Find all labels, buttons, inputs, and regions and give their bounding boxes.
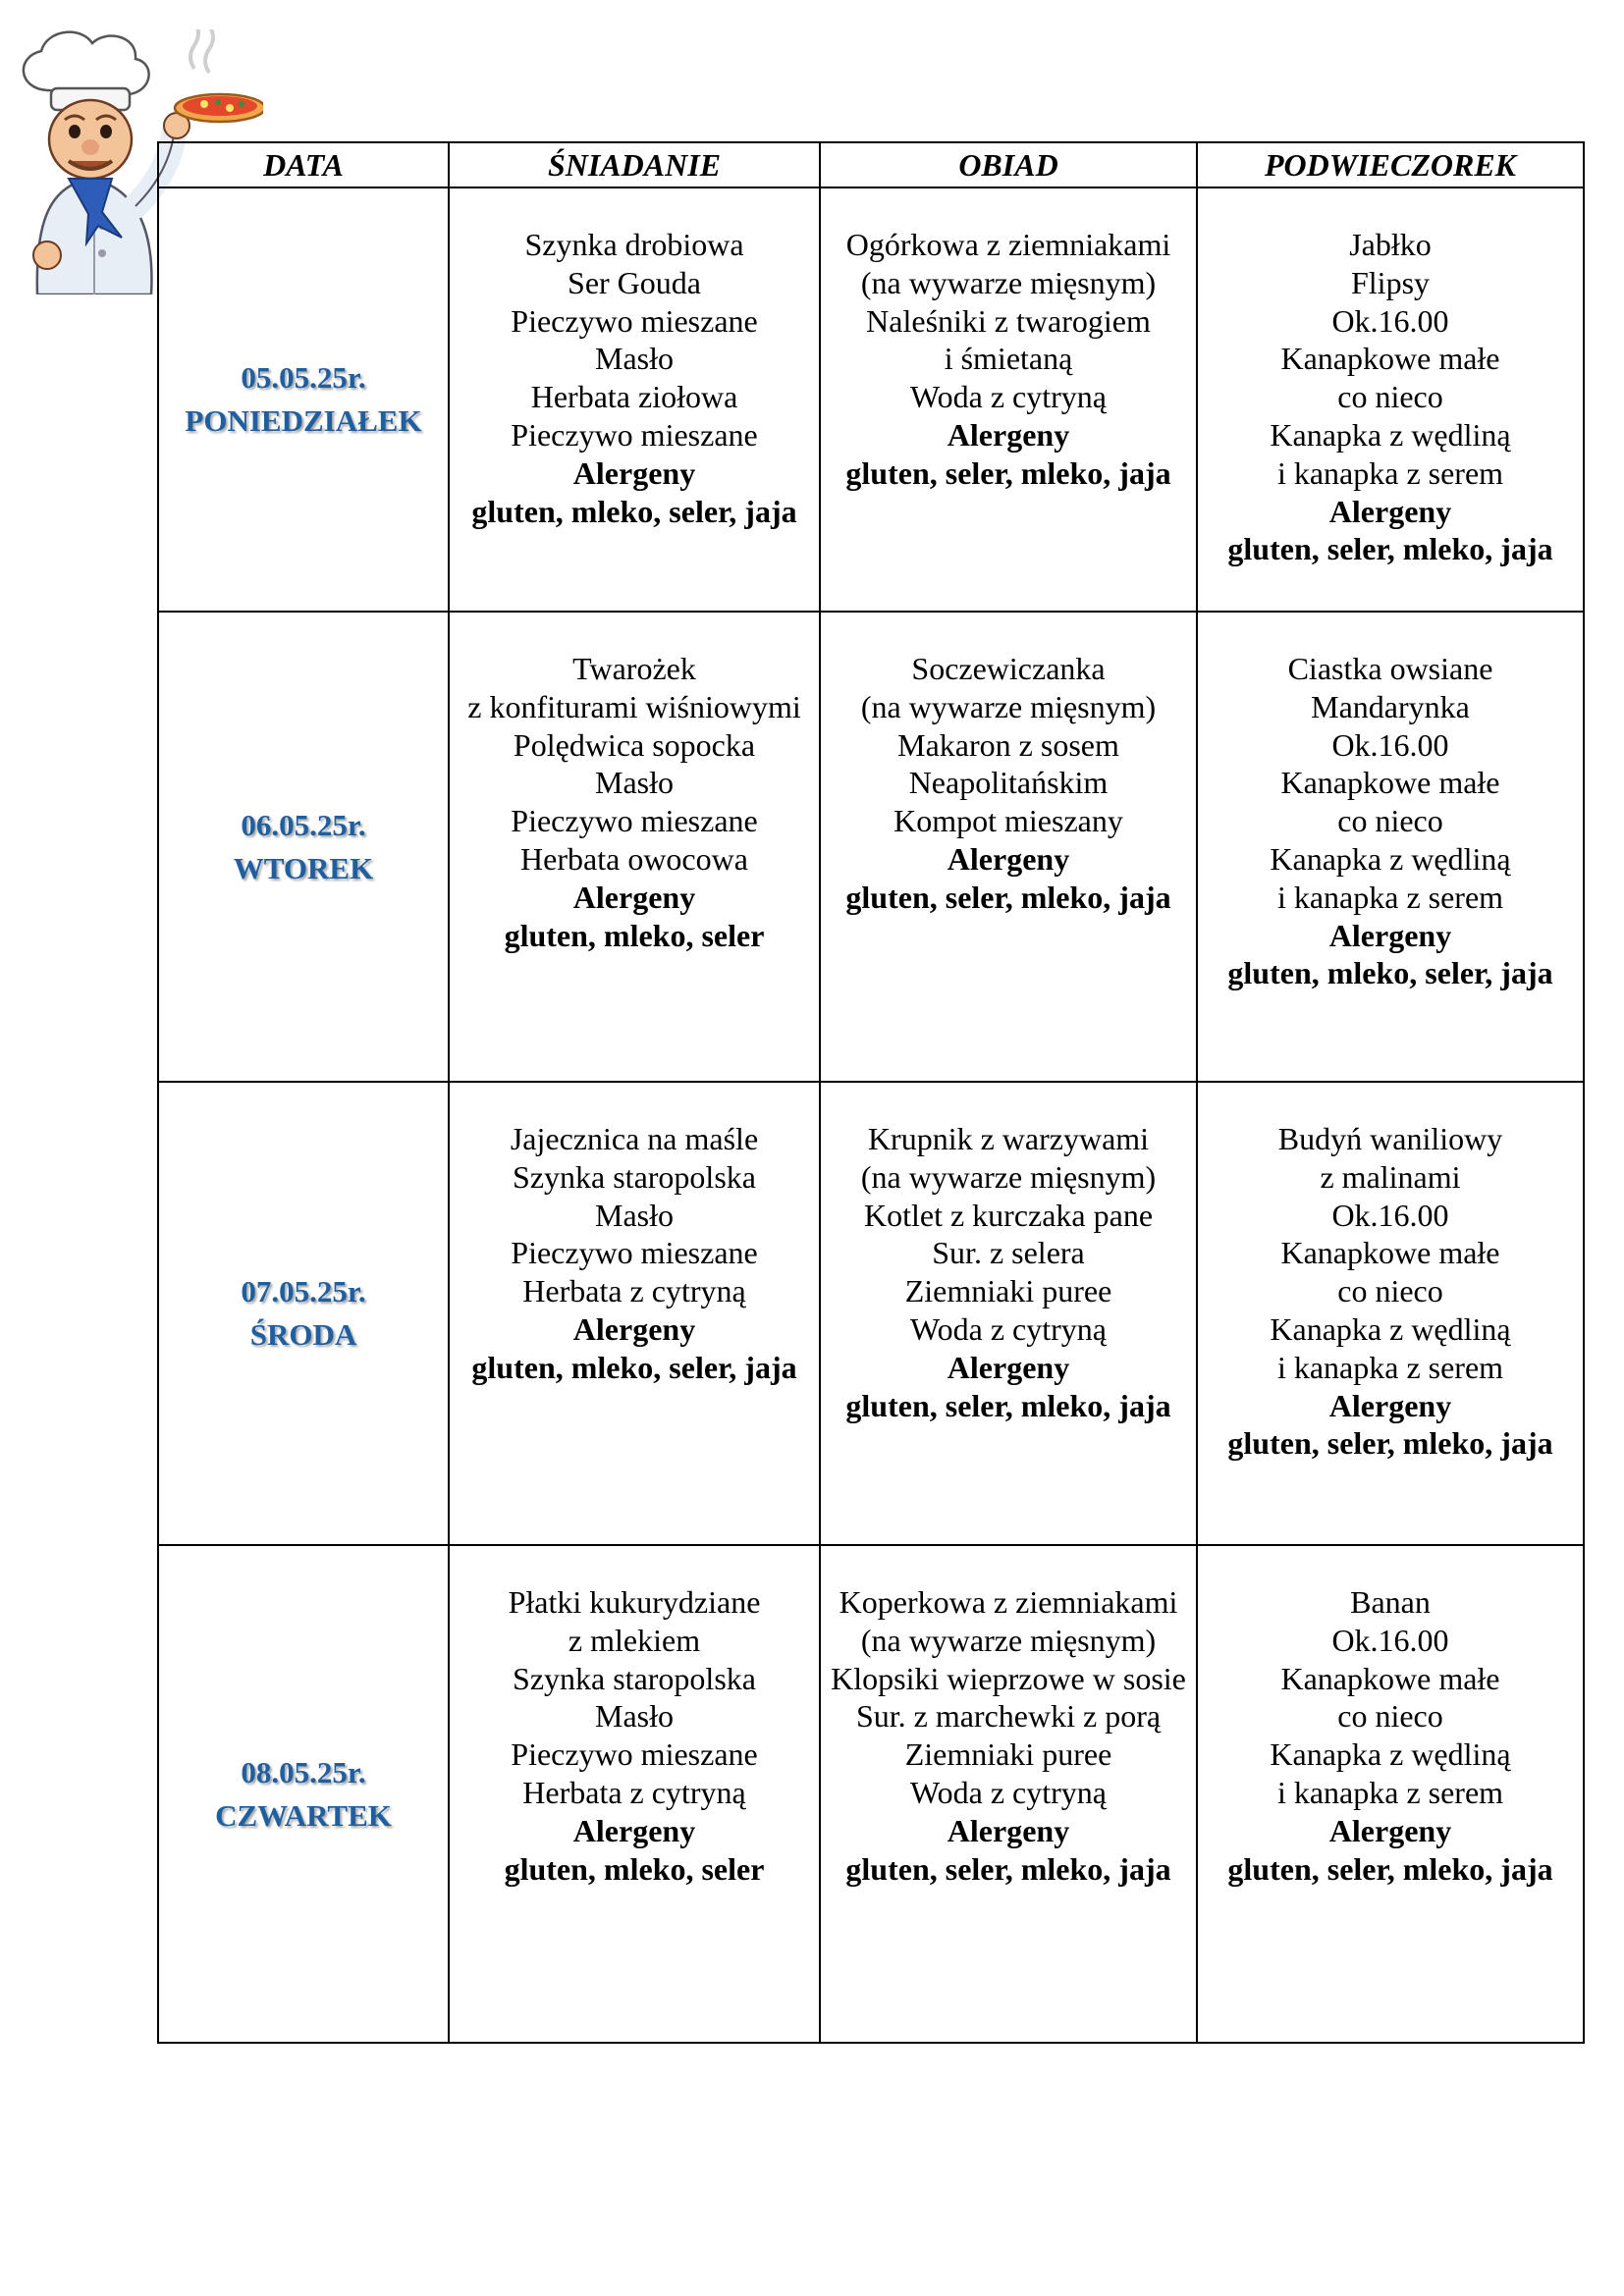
meal-item: Pieczywo mieszane [511,803,758,839]
sniadanie-cell [449,187,820,612]
day-name: PONIEDZIAŁEK [185,403,422,438]
allergens-list: gluten, mleko, seler [504,1850,765,1887]
meal-item: Płatki kukurydziane [508,1584,761,1620]
allergens-label: Alergeny [947,416,1070,453]
meal-item: Soczewiczanka [911,651,1106,686]
sniadanie-cell [449,612,820,1082]
header-sniadanie: ŚNIADANIE [449,142,820,187]
date-text: 05.05.25r. [241,360,366,395]
meal-item: Banan [1350,1584,1431,1620]
allergens-label: Alergeny [1328,1387,1452,1423]
meal-item: Flipsy [1350,264,1431,300]
meal-item: Herbata z cytryną [522,1273,746,1309]
meal-item: co nieco [1337,803,1443,839]
podwieczorek-cell [1197,1082,1584,1545]
meal-item: Sur. z marchewki z porą [855,1698,1162,1735]
meal-item: Krupnik z warzywami [867,1121,1150,1156]
meal-item: Ok.16.00 [1331,1197,1449,1233]
meal-item: Kanapka z wędliną [1270,1736,1511,1773]
meal-item: Neapolitańskim [908,765,1109,801]
allergens-list: gluten, seler, mleko, jaja [845,454,1171,491]
meal-item: Ok.16.00 [1331,302,1449,339]
meal-item: Kanapka z wędliną [1270,1310,1511,1347]
allergens-list: gluten, seler, mleko, jaja [845,879,1171,915]
meal-item: (na wywarze mięsnym) [860,1158,1157,1195]
meal-item: Masło [595,1698,674,1735]
meal-item: Mandarynka [1311,688,1470,724]
meal-item: Pieczywo mieszane [511,1736,758,1773]
date-cell [158,1545,449,2043]
allergens-label: Alergeny [1328,1812,1452,1848]
header-row [158,142,1584,187]
header-obiad: OBIAD [820,142,1197,187]
allergens-list: gluten, seler, mleko, jaja [1227,531,1553,567]
day-row [158,1545,1584,2043]
meal-item: co nieco [1337,1273,1443,1309]
meal-item: Makaron z sosem [897,726,1119,763]
obiad-cell [820,1545,1197,2043]
allergens-label: Alergeny [947,1812,1070,1848]
allergens-label: Alergeny [1328,917,1452,953]
allergens-label: Alergeny [572,1310,696,1347]
allergens-label: Alergeny [572,454,696,491]
meal-item: Szynka staropolska [513,1660,756,1696]
date-text: 06.05.25r. [241,807,366,842]
meal-item: Naleśniki z twarogiem [866,302,1151,339]
meal-item: Kompot mieszany [893,803,1123,839]
day-name: ŚRODA [249,1317,357,1352]
meal-item: Szynka staropolska [513,1158,756,1195]
meal-item: Ziemniaki puree [904,1736,1112,1773]
allergens-label: Alergeny [572,1812,696,1848]
allergens-label: Alergeny [947,840,1070,877]
date-text: 07.05.25r. [241,1274,366,1308]
meal-item: Masło [595,341,674,377]
meal-item: Ser Gouda [568,264,701,300]
menu-table [157,141,1585,2044]
meal-item: Kanapkowe małe [1280,1235,1500,1271]
meal-item: Ogórkowa z ziemniakami [845,227,1171,262]
meal-item: (na wywarze mięsnym) [860,264,1157,300]
meal-item: Sur. z selera [932,1235,1085,1271]
meal-item: Kanapka z wędliną [1270,840,1511,877]
meal-item: Kotlet z kurczaka pane [863,1197,1154,1233]
allergens-list: gluten, seler, mleko, jaja [1227,1425,1553,1462]
day-row [158,612,1584,1082]
meal-item: Budyń waniliowy [1277,1121,1503,1156]
meal-item: Szynka drobiowa [524,227,744,262]
date-cell [158,1082,449,1545]
meal-item: Polędwica sopocka [513,726,756,763]
meal-item: Ziemniaki puree [904,1273,1112,1309]
meal-item: i kanapka z serem [1276,1349,1504,1385]
meal-item: i kanapka z serem [1276,454,1504,491]
meal-item: Pieczywo mieszane [511,302,758,339]
meal-item: Ok.16.00 [1331,726,1449,763]
allergens-list: gluten, seler, mleko, jaja [1227,1850,1553,1887]
day-row [158,187,1584,612]
allergens-label: Alergeny [572,879,696,915]
meal-item: Twarożek [572,651,696,686]
meal-item: co nieco [1337,379,1443,415]
meal-item: z konfiturami wiśniowymi [467,688,801,724]
obiad-cell [820,612,1197,1082]
day-name: CZWARTEK [215,1797,392,1833]
meal-item: (na wywarze mięsnym) [860,1622,1157,1658]
meal-item: Woda z cytryną [910,1774,1107,1810]
meal-item: Kanapkowe małe [1280,765,1500,801]
podwieczorek-cell [1197,187,1584,612]
allergens-list: gluten, mleko, seler, jaja [471,493,797,529]
menu-body [158,187,1584,2043]
allergens-list: gluten, seler, mleko, jaja [845,1387,1171,1423]
meal-item: Ciastka owsiane [1287,651,1493,686]
meal-item: Jajecznica na maśle [510,1121,759,1156]
allergens-list: gluten, seler, mleko, jaja [845,1850,1171,1887]
sniadanie-cell [449,1082,820,1545]
meal-item: i kanapka z serem [1276,879,1504,915]
meal-item: Herbata z cytryną [522,1774,746,1810]
podwieczorek-cell [1197,612,1584,1082]
meal-item: (na wywarze mięsnym) [860,688,1157,724]
obiad-cell [820,187,1197,612]
allergens-list: gluten, mleko, seler [504,917,765,953]
meal-item: Pieczywo mieszane [511,416,758,453]
meal-item: Kanapka z wędliną [1270,416,1511,453]
meal-item: i śmietaną [944,341,1073,377]
podwieczorek-cell [1197,1545,1584,2043]
meal-item: Koperkowa z ziemniakami [839,1584,1178,1620]
header-podwieczorek: PODWIECZOREK [1197,142,1584,187]
allergens-list: gluten, mleko, seler, jaja [471,1349,797,1385]
allergens-label: Alergeny [1328,493,1452,529]
day-row [158,1082,1584,1545]
meal-item: Klopsiki wieprzowe w sosie [831,1660,1186,1696]
date-text: 08.05.25r. [241,1754,366,1789]
sniadanie-cell [449,1545,820,2043]
meal-item: Masło [595,1197,674,1233]
meal-item: Woda z cytryną [910,379,1107,415]
meal-item: Kanapkowe małe [1280,1660,1500,1696]
obiad-cell [820,1082,1197,1545]
meal-item: z malinami [1320,1158,1461,1195]
day-name: WTOREK [233,850,374,885]
meal-item: Jabłko [1349,227,1432,262]
meal-item: Kanapkowe małe [1280,341,1500,377]
meal-item: Woda z cytryną [910,1310,1107,1347]
header-data: DATA [158,142,449,187]
allergens-list: gluten, mleko, seler, jaja [1227,955,1553,991]
meal-item: i kanapka z serem [1276,1774,1504,1810]
meal-item: co nieco [1337,1698,1443,1735]
date-cell [158,187,449,612]
meal-item: Ok.16.00 [1331,1622,1449,1658]
meal-item: Masło [595,765,674,801]
meal-item: Herbata ziołowa [530,379,738,415]
allergens-label: Alergeny [947,1349,1070,1385]
meal-item: Herbata owocowa [520,840,748,877]
meal-item: z mlekiem [568,1622,701,1658]
date-cell [158,612,449,1082]
meal-item: Pieczywo mieszane [511,1235,758,1271]
